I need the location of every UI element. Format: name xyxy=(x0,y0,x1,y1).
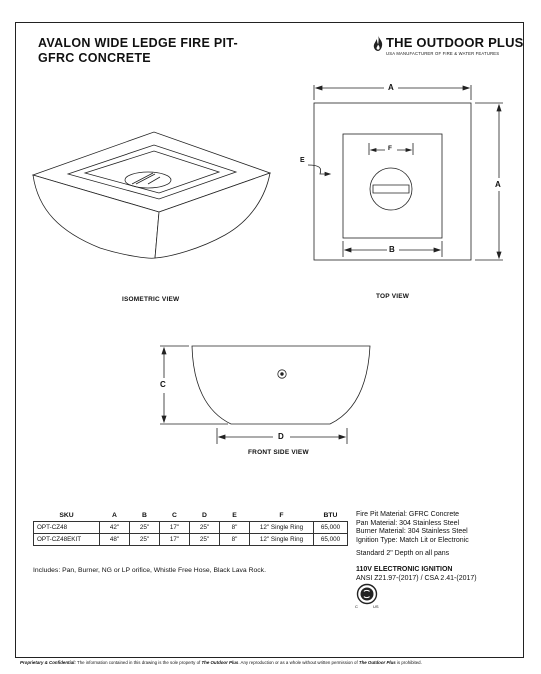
footer-brand-2: The Outdoor Plus xyxy=(358,660,396,665)
footer-text-2: . Any reproduction or as a whole without written permission of xyxy=(238,660,359,665)
sku-table xyxy=(33,510,348,546)
dimension-b: B xyxy=(389,245,395,254)
table-cell: 8" xyxy=(220,534,250,546)
cert-us-label: US xyxy=(373,604,379,609)
dimension-a-top: A xyxy=(388,83,394,92)
dimension-c: C xyxy=(160,380,166,389)
csa-certification-icon xyxy=(356,583,378,605)
table-cell: 65,000 xyxy=(314,522,348,534)
top-view-label: TOP VIEW xyxy=(376,293,410,300)
table-cell: 42" xyxy=(100,522,130,534)
header-sku: SKU xyxy=(59,512,74,519)
table-cell: 25" xyxy=(190,534,220,546)
table-cell: OPT-CZ48EKIT xyxy=(34,534,100,546)
footer-brand-1: The Outdoor Plus xyxy=(201,660,239,665)
header-d: D xyxy=(202,512,207,519)
material-specs xyxy=(356,511,469,545)
table-cell: 25" xyxy=(190,522,220,534)
confidential-footer xyxy=(20,660,422,665)
includes-note: Includes: Pan, Burner, NG or LP orifice, Whistle Free Hose, Black Lava Rock. xyxy=(33,567,266,574)
table-cell: 25" xyxy=(130,522,160,534)
header-f: F xyxy=(279,512,284,519)
ignition-heading: 110V ELECTRONIC IGNITION xyxy=(356,566,453,573)
spec-ignition-type: Ignition Type: Match Lit or Electronic xyxy=(356,536,469,544)
header-e: E xyxy=(232,512,237,519)
front-view-drawing xyxy=(160,346,370,444)
dimension-d: D xyxy=(278,432,284,441)
header-btu: BTU xyxy=(323,512,338,519)
sku-table-header xyxy=(34,510,348,522)
isometric-view-drawing xyxy=(33,132,270,258)
table-cell: OPT-CZ48 xyxy=(34,522,100,534)
spec-fire-pit-material: Fire Pit Material: GFRC Concrete xyxy=(356,511,460,518)
table-cell: 17" xyxy=(160,522,190,534)
table-cell: 65,000 xyxy=(314,534,348,546)
footer-lead: Proprietary & Confidential: xyxy=(20,660,76,665)
table-cell: 12" Single Ring xyxy=(250,522,314,534)
standard-depth-note: Standard 2" Depth on all pans xyxy=(356,550,450,557)
table-row xyxy=(34,534,348,546)
table-cell: 48" xyxy=(100,534,130,546)
table-cell: 17" xyxy=(160,534,190,546)
front-view-label: FRONT SIDE VIEW xyxy=(248,449,309,456)
header-b: B xyxy=(142,512,147,519)
spec-burner-material: Burner Material: 304 Stainless Steel xyxy=(356,528,468,536)
table-cell: 25" xyxy=(130,534,160,546)
footer-text-3: is prohibited. xyxy=(395,660,422,665)
title-line-1: AVALON WIDE LEDGE FIRE PIT- xyxy=(38,36,239,50)
table-cell: 12" Single Ring xyxy=(250,534,314,546)
ansi-standard: ANSI Z21.97-(2017) / CSA 2.41-(2017) xyxy=(356,575,477,582)
title-line-2: GFRC CONCRETE xyxy=(38,51,151,65)
logo-tagline: USA MANUFACTURER OF FIRE & WATER FEATURES xyxy=(386,51,500,56)
footer-text-1: The information contained in this drawing is the sole property of xyxy=(75,660,202,665)
spec-pan-material: Pan Material: 304 Stainless Steel xyxy=(356,519,460,527)
table-cell: 8" xyxy=(220,522,250,534)
cert-c-label: C xyxy=(355,604,358,609)
header-a: A xyxy=(112,512,117,519)
dimension-a-side: A xyxy=(495,180,501,189)
logo-name: THE OUTDOOR PLUS xyxy=(386,35,524,50)
header-c: C xyxy=(172,512,177,519)
dimension-f: F xyxy=(388,145,392,152)
top-view-drawing xyxy=(308,85,503,260)
isometric-view-label: ISOMETRIC VIEW xyxy=(122,296,180,303)
dimension-e: E xyxy=(300,157,305,164)
table-row xyxy=(34,522,348,534)
